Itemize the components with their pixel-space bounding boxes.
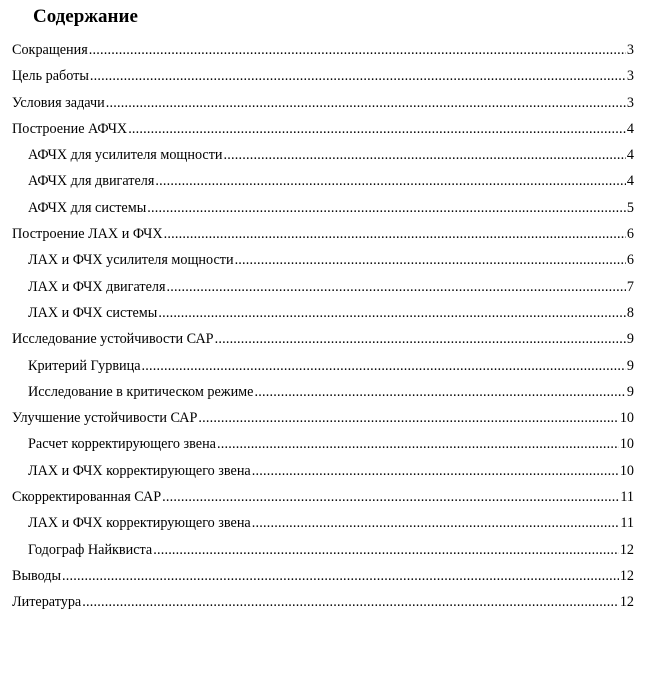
toc-entry-label: Скорректированная САР bbox=[12, 489, 162, 506]
dot-leader bbox=[128, 116, 626, 142]
toc-entry[interactable] bbox=[12, 353, 634, 379]
toc-entry[interactable] bbox=[12, 326, 634, 352]
toc-entry-label: Исследование в критическом режиме bbox=[28, 383, 254, 400]
toc-entry-page: 7 bbox=[626, 278, 634, 295]
toc-entry[interactable] bbox=[12, 116, 634, 142]
toc-entry-label: Литература bbox=[12, 594, 82, 611]
table-of-contents bbox=[12, 37, 634, 616]
toc-entry-label: Построение АФЧХ bbox=[12, 120, 128, 137]
toc-entry-page: 10 bbox=[619, 462, 634, 479]
toc-entry-label: АФЧХ для усилителя мощности bbox=[28, 147, 223, 164]
dot-leader bbox=[198, 405, 618, 431]
dot-leader bbox=[167, 274, 626, 300]
toc-entry-page: 3 bbox=[626, 68, 634, 85]
toc-entry[interactable] bbox=[12, 247, 634, 273]
dot-leader bbox=[82, 589, 619, 615]
toc-entry-page: 9 bbox=[626, 331, 634, 348]
toc-entry[interactable] bbox=[12, 589, 634, 615]
toc-entry-label: Выводы bbox=[12, 567, 62, 584]
toc-entry-page: 10 bbox=[619, 436, 634, 453]
toc-entry[interactable] bbox=[12, 484, 634, 510]
toc-entry-label: Цель работы bbox=[12, 68, 89, 85]
toc-entry[interactable] bbox=[12, 63, 634, 89]
toc-entry-label: Улучшение устойчивости САР bbox=[12, 410, 198, 427]
dot-leader bbox=[158, 300, 626, 326]
toc-entry-page: 4 bbox=[626, 120, 634, 137]
toc-entry-page: 12 bbox=[619, 541, 634, 558]
toc-entry-page: 8 bbox=[626, 304, 634, 321]
toc-entry-page: 11 bbox=[620, 489, 634, 506]
toc-entry-label: АФЧХ для двигателя bbox=[28, 173, 155, 190]
toc-entry-label: Расчет корректирующего звена bbox=[28, 436, 216, 453]
toc-entry-page: 6 bbox=[626, 226, 634, 243]
toc-entry-label: Условия задачи bbox=[12, 94, 105, 111]
toc-entry-label: ЛАХ и ФЧХ усилителя мощности bbox=[28, 252, 234, 269]
dot-leader bbox=[235, 247, 626, 273]
toc-entry[interactable] bbox=[12, 142, 634, 168]
toc-entry-label: Исследование устойчивости САР bbox=[12, 331, 214, 348]
toc-entry-page: 11 bbox=[620, 515, 634, 532]
toc-entry-page: 10 bbox=[619, 410, 634, 427]
toc-entry-label: Годограф Найквиста bbox=[28, 541, 153, 558]
dot-leader bbox=[90, 63, 626, 89]
toc-entry-label: ЛАХ и ФЧХ корректирующего звена bbox=[28, 462, 251, 479]
toc-entry-label: ЛАХ и ФЧХ корректирующего звена bbox=[28, 515, 251, 532]
toc-entry-label: Критерий Гурвица bbox=[28, 357, 141, 374]
toc-entry-label: Построение ЛАХ и ФЧХ bbox=[12, 226, 163, 243]
dot-leader bbox=[153, 537, 619, 563]
toc-entry[interactable] bbox=[12, 405, 634, 431]
toc-entry-page: 5 bbox=[626, 199, 634, 216]
dot-leader bbox=[155, 168, 625, 194]
toc-entry-label: АФЧХ для системы bbox=[28, 199, 147, 216]
dot-leader bbox=[164, 221, 626, 247]
dot-leader bbox=[252, 510, 620, 536]
toc-entry[interactable] bbox=[12, 379, 634, 405]
dot-leader bbox=[252, 458, 619, 484]
toc-entry[interactable] bbox=[12, 458, 634, 484]
toc-entry-page: 12 bbox=[619, 567, 634, 584]
dot-leader bbox=[162, 484, 619, 510]
toc-entry[interactable] bbox=[12, 90, 634, 116]
toc-entry-page: 4 bbox=[626, 173, 634, 190]
toc-entry[interactable] bbox=[12, 168, 634, 194]
toc-entry[interactable] bbox=[12, 37, 634, 63]
toc-entry-label: Сокращения bbox=[12, 42, 88, 58]
toc-entry[interactable] bbox=[12, 537, 634, 563]
dot-leader bbox=[142, 353, 626, 379]
dot-leader bbox=[217, 431, 619, 457]
dot-leader bbox=[147, 195, 626, 221]
dot-leader bbox=[254, 379, 625, 405]
dot-leader bbox=[62, 563, 619, 589]
dot-leader bbox=[106, 90, 626, 116]
toc-entry[interactable] bbox=[12, 274, 634, 300]
toc-entry-label: ЛАХ и ФЧХ двигателя bbox=[28, 278, 166, 295]
toc-entry-page: 9 bbox=[626, 383, 634, 400]
toc-entry[interactable] bbox=[12, 221, 634, 247]
toc-entry-page: 3 bbox=[626, 42, 634, 58]
toc-entry-label: ЛАХ и ФЧХ системы bbox=[28, 304, 158, 321]
toc-entry[interactable] bbox=[12, 300, 634, 326]
toc-entry[interactable] bbox=[12, 431, 634, 457]
toc-entry[interactable] bbox=[12, 195, 634, 221]
toc-entry-page: 12 bbox=[619, 594, 634, 611]
toc-entry-page: 6 bbox=[626, 252, 634, 269]
dot-leader bbox=[89, 37, 626, 63]
toc-entry-page: 3 bbox=[626, 94, 634, 111]
toc-entry-page: 9 bbox=[626, 357, 634, 374]
dot-leader bbox=[215, 326, 626, 352]
toc-title: Содержание bbox=[33, 6, 138, 27]
toc-entry[interactable] bbox=[12, 510, 634, 536]
toc-entry-page: 4 bbox=[626, 147, 634, 164]
toc-entry[interactable] bbox=[12, 563, 634, 589]
dot-leader bbox=[223, 142, 625, 168]
